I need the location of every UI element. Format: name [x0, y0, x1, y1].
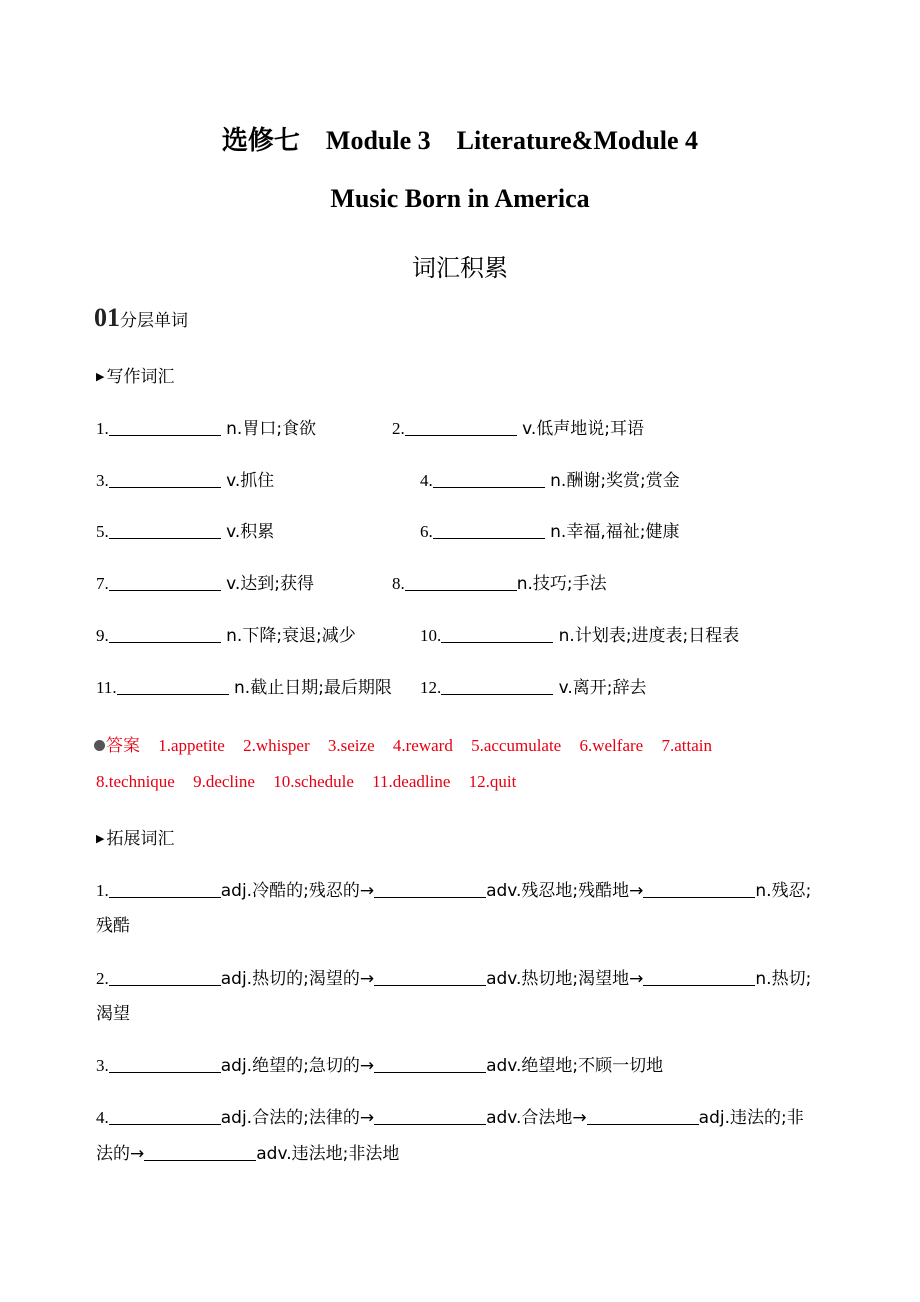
item-meaning: v.达到;获得 — [220, 574, 315, 594]
answer-word: 8.technique — [96, 772, 175, 791]
answer-word: 3.seize — [327, 736, 375, 755]
item-meaning: v.离开;辞去 — [553, 678, 647, 698]
vocab-item — [420, 621, 739, 646]
vocab-item — [420, 466, 680, 491]
answer-blank[interactable] — [441, 679, 553, 695]
vocab-item — [96, 466, 274, 491]
answer-blank[interactable] — [374, 970, 486, 986]
item-number: 10. — [420, 626, 442, 645]
item-meaning: adj.绝望的;急切的→ — [220, 1056, 375, 1076]
item-meaning: adv.热切地;渴望地→ — [486, 969, 644, 989]
answer-blank[interactable] — [405, 420, 517, 436]
item-meaning: 法的→ — [96, 1144, 145, 1164]
answer-blank[interactable] — [643, 882, 755, 898]
extension-vocab-heading-text: 拓展词汇 — [106, 829, 175, 849]
section-label: 分层单词 — [120, 311, 188, 331]
item-meaning: adj.合法的;法律的→ — [220, 1108, 375, 1128]
item-meaning: n.截止日期;最后期限 — [228, 678, 392, 698]
answer-word: 5.accumulate — [471, 736, 562, 755]
item-number: 6. — [420, 522, 433, 541]
item-number: 9. — [96, 626, 109, 645]
answer-blank[interactable] — [144, 1145, 256, 1161]
extension-item-continuation: 残酷 — [96, 916, 130, 936]
vocab-item — [392, 569, 607, 594]
item-number: 2. — [96, 969, 109, 988]
item-meaning: n.热切; — [755, 969, 812, 989]
section-number-0: 0 — [94, 303, 107, 332]
extension-item — [96, 1103, 804, 1128]
answer-word: 12.quit — [468, 772, 517, 791]
item-number: 11. — [96, 678, 117, 697]
answer-blank[interactable] — [109, 575, 221, 591]
item-meaning: v.抓住 — [220, 471, 275, 491]
answer-blank[interactable] — [109, 970, 221, 986]
answer-blank[interactable] — [433, 472, 545, 488]
item-number: 1. — [96, 419, 109, 438]
extension-item — [96, 964, 811, 989]
answer-word: 10.schedule — [273, 772, 354, 791]
answer-blank[interactable] — [374, 1057, 486, 1073]
answer-word: 4.reward — [392, 736, 453, 755]
section-header — [94, 303, 188, 333]
vocab-item — [420, 517, 679, 542]
document-title-line1: 选修七 Module 3 Literature&Module 4 — [221, 126, 699, 155]
item-number: 4. — [96, 1108, 109, 1127]
item-number: 7. — [96, 574, 109, 593]
item-meaning: adj.冷酷的;残忍的→ — [220, 881, 375, 901]
vocab-item — [96, 621, 356, 646]
answer-word: 9.decline — [193, 772, 255, 791]
extension-vocab-heading — [96, 824, 174, 849]
item-meaning: n.胃口;食欲 — [220, 419, 317, 439]
item-meaning: v.积累 — [220, 522, 275, 542]
item-meaning: adv.残忍地;残酷地→ — [486, 881, 644, 901]
answer-blank[interactable] — [109, 627, 221, 643]
answer-blank[interactable] — [109, 472, 221, 488]
item-meaning: adv.违法地;非法地 — [256, 1144, 400, 1164]
vocab-item — [420, 673, 647, 698]
answer-blank[interactable] — [109, 420, 221, 436]
extension-item-continuation: 渴望 — [96, 1004, 130, 1024]
answer-blank[interactable] — [109, 882, 221, 898]
writing-vocab-heading-text: 写作词汇 — [106, 367, 175, 387]
answer-blank[interactable] — [109, 1057, 221, 1073]
answer-icon — [94, 740, 105, 751]
section-number-1: 1 — [107, 303, 120, 332]
answer-blank[interactable] — [441, 627, 553, 643]
item-meaning: n.计划表;进度表;日程表 — [553, 626, 740, 646]
answer-word: 2.whisper — [243, 736, 310, 755]
item-meaning: n.下降;衰退;减少 — [220, 626, 356, 646]
answer-blank[interactable] — [405, 575, 517, 591]
answer-line-2 — [96, 772, 516, 792]
item-meaning: n.技巧;手法 — [516, 574, 607, 594]
document-subtitle: 词汇积累 — [412, 254, 508, 282]
item-meaning: v.低声地说;耳语 — [516, 419, 645, 439]
extension-item — [96, 1051, 663, 1076]
triangle-bullet-icon: ▶ — [96, 832, 105, 845]
item-number: 12. — [420, 678, 442, 697]
item-number: 1. — [96, 881, 109, 900]
answer-blank[interactable] — [374, 882, 486, 898]
item-meaning: adj.热切的;渴望的→ — [220, 969, 375, 989]
item-meaning: n.酬谢;奖赏;赏金 — [544, 471, 680, 491]
document-title-line2: Music Born in America — [330, 184, 590, 213]
answer-word: 7.attain — [661, 736, 712, 755]
item-meaning: n.幸福,福祉;健康 — [544, 522, 680, 542]
answer-blank[interactable] — [117, 679, 229, 695]
item-meaning: adj.违法的;非 — [698, 1108, 804, 1128]
vocab-item — [96, 517, 274, 542]
vocab-item — [96, 414, 316, 439]
item-meaning: adv.绝望地;不顾一切地 — [486, 1056, 664, 1076]
extension-item — [96, 876, 811, 901]
writing-vocab-heading — [96, 362, 174, 387]
item-meaning: n.残忍; — [755, 881, 812, 901]
vocab-item — [96, 673, 392, 698]
answer-label: 答案 — [106, 736, 140, 756]
answer-blank[interactable] — [109, 523, 221, 539]
answer-blank[interactable] — [374, 1109, 486, 1125]
answer-blank[interactable] — [643, 970, 755, 986]
answer-blank[interactable] — [109, 1109, 221, 1125]
vocab-item — [96, 569, 314, 594]
item-number: 3. — [96, 1056, 109, 1075]
item-number: 3. — [96, 471, 109, 490]
answer-blank[interactable] — [587, 1109, 699, 1125]
answer-line-1 — [94, 731, 712, 756]
item-number: 8. — [392, 574, 405, 593]
item-meaning: adv.合法地→ — [486, 1108, 587, 1128]
item-number: 5. — [96, 522, 109, 541]
item-number: 2. — [392, 419, 405, 438]
answer-blank[interactable] — [433, 523, 545, 539]
triangle-bullet-icon: ▶ — [96, 370, 105, 383]
answer-word: 6.welfare — [579, 736, 644, 755]
answer-word: 1.appetite — [158, 736, 225, 755]
item-number: 4. — [420, 471, 433, 490]
vocab-item — [392, 414, 644, 439]
answer-word: 11.deadline — [372, 772, 451, 791]
extension-item-continuation — [96, 1139, 399, 1164]
